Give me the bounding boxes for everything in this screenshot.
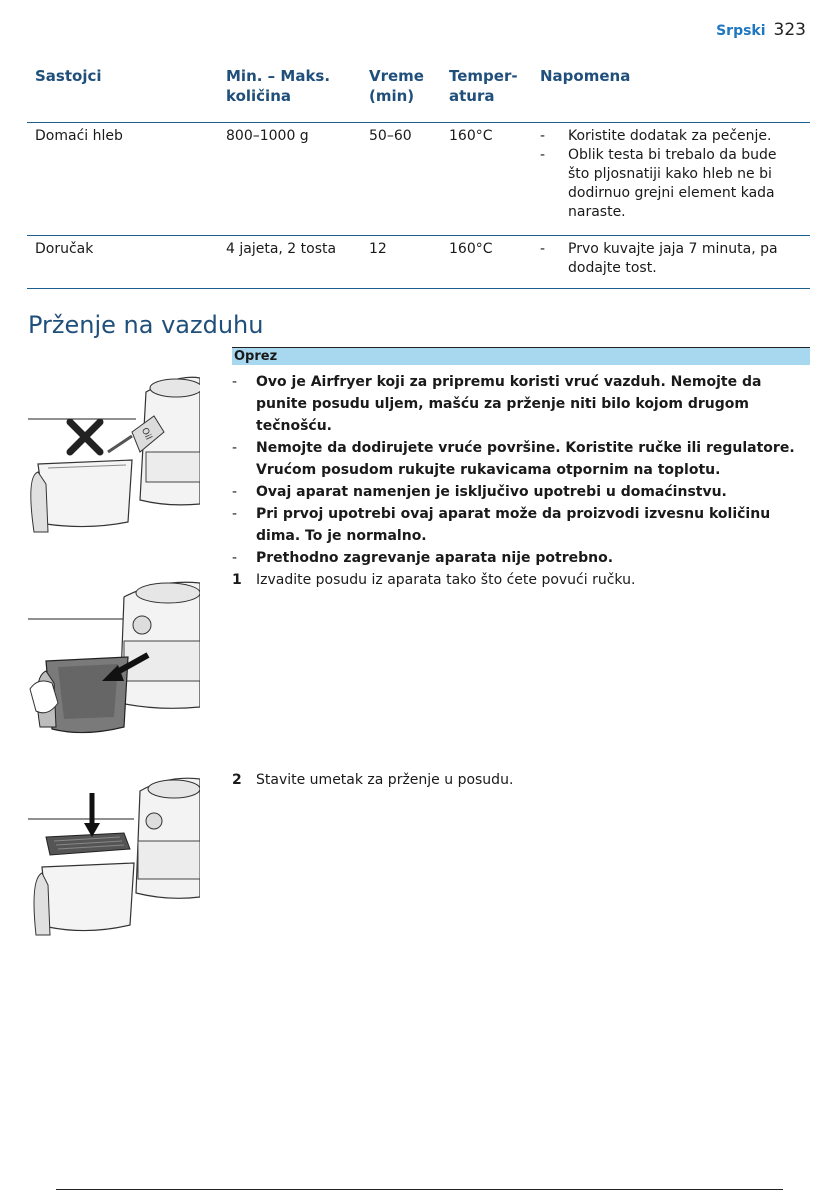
- temperature-cell: 160°C: [449, 128, 493, 144]
- step-number: 1: [232, 572, 242, 588]
- quantity-cell: 4 jajeta, 2 tosta: [226, 241, 337, 257]
- cooking-table: [27, 66, 810, 289]
- step-1: [232, 572, 635, 588]
- caution-box: [232, 347, 810, 569]
- caution-item: - Ovaj aparat namenjen je isključivo upotrebi u domaćinstvu.: [232, 484, 727, 500]
- temperature-cell: 160°C: [449, 241, 493, 257]
- note-item: - Oblik testa bi trebalo da bude što pljosnatiji kako hleb ne bi dodirnuo grejni element kada naraste.: [540, 147, 777, 220]
- header-ingredients: Sastojci: [35, 67, 102, 85]
- table-header-row: [27, 66, 810, 123]
- caution-item: - Prethodno zagrevanje aparata nije potrebno.: [232, 550, 614, 566]
- notes-cell: [540, 236, 810, 288]
- section-title: Prženje na vazduhu: [28, 311, 264, 339]
- footer-rule: [56, 1189, 783, 1190]
- remove-basket-illustration: [28, 577, 200, 742]
- language-label: Srpski: [716, 23, 766, 39]
- table-row: [27, 123, 810, 236]
- header-time: Vreme (min): [369, 67, 424, 105]
- header-quantity: Min. – Maks. količina: [226, 67, 331, 105]
- time-cell: 12: [369, 241, 387, 257]
- page-number: 323: [773, 20, 806, 40]
- table-row: [27, 236, 810, 289]
- ingredient-cell: Doručak: [35, 241, 94, 257]
- note-item: - Prvo kuvajte jaja 7 minuta, pa dodajte tost.: [540, 241, 778, 276]
- step-text: Izvadite posudu iz aparata tako što ćete povući ručku.: [256, 572, 636, 588]
- caution-item: - Ovo je Airfryer koji za pripremu koristi vruć vazduh. Nemojte da punite posudu uljem, mašću za prženje niti bilo kojom drugom tečnošću.: [232, 374, 762, 434]
- header-temperature: Temper- atura: [449, 67, 518, 105]
- page-header: [716, 20, 806, 40]
- ingredient-cell: Domaći hleb: [35, 128, 123, 144]
- note-item: - Koristite dodatak za pečenje.: [540, 128, 772, 144]
- step-number: 2: [232, 772, 242, 788]
- insert-illustration: [28, 775, 200, 941]
- caution-label: Oprez: [232, 347, 810, 365]
- quantity-cell: 800–1000 g: [226, 128, 309, 144]
- notes-cell: [540, 123, 810, 235]
- oil-label: Oil: [138, 426, 154, 442]
- no-oil-illustration: [28, 372, 200, 544]
- header-notes: Napomena: [540, 67, 631, 85]
- step-2: [232, 772, 513, 788]
- caution-item: - Pri prvoj upotrebi ovaj aparat može da proizvodi izvesnu količinu dima. To je normalno.: [232, 506, 771, 544]
- caution-item: - Nemojte da dodirujete vruće površine. Koristite ručke ili regulatore. Vrućom posudom rukujte rukavicama otpornim na toplotu.: [232, 440, 795, 478]
- time-cell: 50–60: [369, 128, 412, 144]
- step-text: Stavite umetak za prženje u posudu.: [256, 772, 514, 788]
